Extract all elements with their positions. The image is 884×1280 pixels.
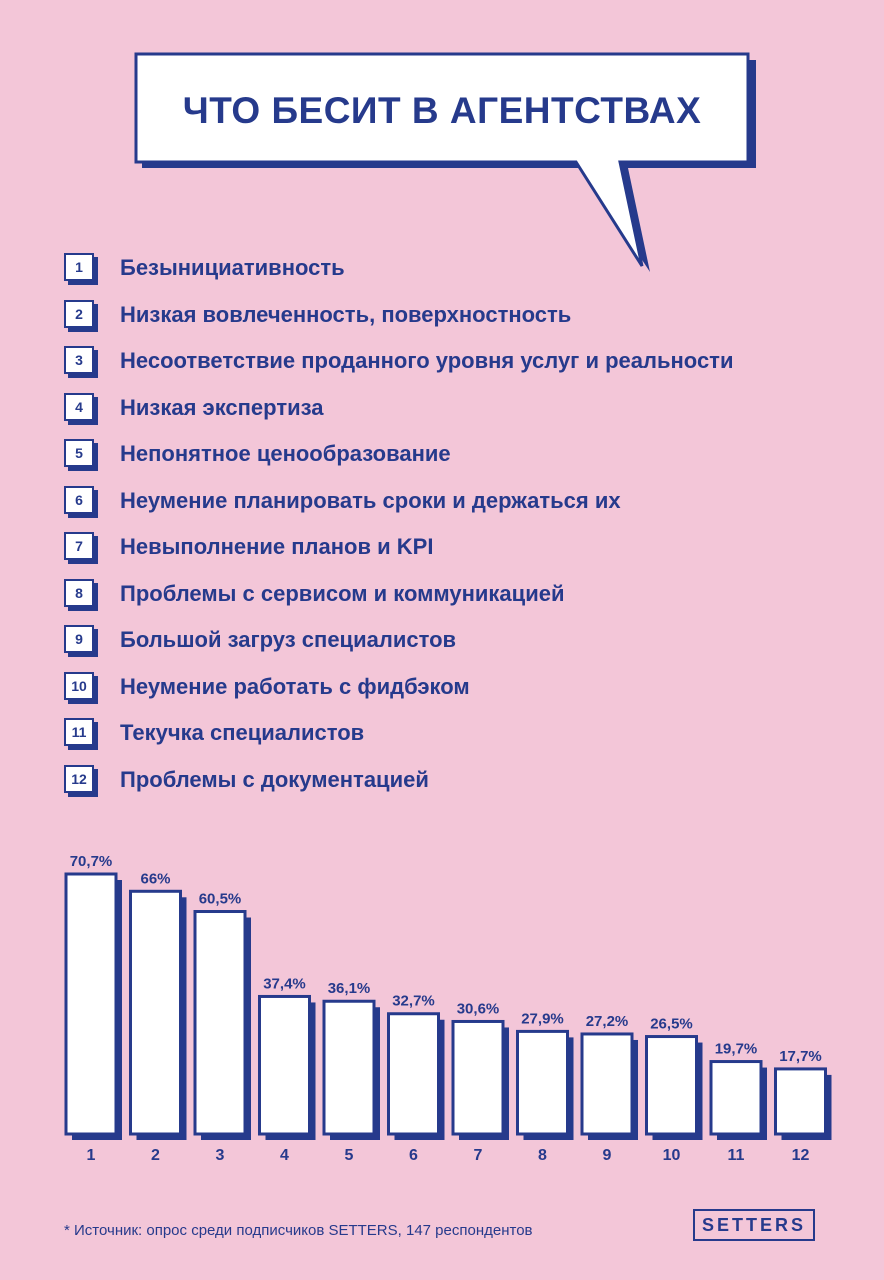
bar-group	[582, 1013, 638, 1164]
number-badge-text: 9	[64, 625, 94, 653]
number-badge	[64, 625, 96, 655]
list-item-label: Неумение работать с фидбэком	[120, 673, 470, 699]
number-badge-text: 10	[64, 672, 94, 700]
bar-value-label: 66%	[140, 870, 171, 888]
bar	[389, 1014, 439, 1134]
bar	[776, 1069, 826, 1134]
number-badge	[64, 346, 96, 376]
bar-group	[131, 870, 187, 1164]
bar-value-label: 27,9%	[521, 1010, 564, 1028]
number-badge-text: 4	[64, 393, 94, 421]
number-badge-text: 1	[64, 253, 94, 281]
problem-list	[64, 245, 733, 803]
bar	[711, 1062, 761, 1134]
x-tick-label: 3	[215, 1147, 225, 1164]
list-item	[64, 478, 733, 525]
bar-value-label: 70,7%	[69, 853, 113, 870]
list-item-label: Низкая экспертиза	[120, 394, 324, 420]
bar	[453, 1021, 503, 1134]
x-tick-label: 11	[727, 1147, 745, 1164]
bar-group	[711, 1041, 767, 1164]
list-item	[64, 431, 733, 478]
bar-value-label: 27,2%	[585, 1012, 629, 1030]
number-badge-text: 12	[64, 765, 94, 793]
number-badge	[64, 253, 96, 283]
x-tick-label: 2	[151, 1147, 160, 1164]
list-item	[64, 385, 733, 432]
list-item	[64, 245, 733, 292]
x-tick-label: 4	[280, 1147, 289, 1164]
number-badge	[64, 579, 96, 609]
x-tick-label: 6	[409, 1147, 418, 1164]
bar-value-label: 19,7%	[714, 1040, 758, 1058]
number-badge	[64, 532, 96, 562]
x-tick-label: 8	[538, 1147, 547, 1164]
list-item-label: Большой загруз специалистов	[120, 627, 457, 653]
x-tick-label: 5	[344, 1147, 354, 1164]
setters-logo: SETTERS	[693, 1209, 815, 1241]
bar	[647, 1037, 697, 1134]
list-item	[64, 571, 733, 618]
number-badge-text: 8	[64, 579, 94, 607]
bar-value-label: 32,7%	[392, 992, 435, 1010]
number-badge	[64, 718, 96, 748]
bar	[131, 891, 181, 1134]
bar-group	[260, 975, 316, 1164]
bar-value-label: 36,1%	[327, 980, 371, 998]
number-badge-text: 11	[64, 718, 94, 746]
bar-value-label: 30,6%	[456, 1000, 500, 1018]
list-item-label: Низкая вовлеченность, поверхностность	[120, 301, 572, 327]
x-tick-label: 7	[473, 1147, 483, 1164]
bar	[582, 1034, 632, 1134]
page-title: ЧТО БЕСИТ В АГЕНТСТВАХ	[182, 90, 702, 131]
number-badge	[64, 672, 96, 702]
x-tick-label: 12	[791, 1147, 810, 1164]
list-item-label: Проблемы с сервисом и коммуникацией	[120, 580, 565, 606]
bar-group	[195, 891, 251, 1164]
list-item	[64, 338, 733, 385]
list-item	[64, 710, 733, 757]
list-item-label: Безынициативность	[120, 255, 345, 281]
number-badge	[64, 486, 96, 516]
bar-group	[518, 1010, 574, 1164]
bar-value-label: 17,7%	[779, 1047, 822, 1065]
list-item-label: Несоответствие проданного уровня услуг и реальности	[120, 348, 734, 374]
number-badge	[64, 300, 96, 330]
bar-group	[453, 1000, 509, 1164]
bar	[66, 874, 116, 1134]
number-badge-text: 3	[64, 346, 94, 374]
list-item-label: Невыполнение планов и KPI	[120, 534, 434, 560]
bar-value-label: 60,5%	[198, 890, 242, 908]
number-badge	[64, 393, 96, 423]
x-tick-label: 1	[86, 1147, 96, 1164]
bar-value-label: 37,4%	[263, 975, 306, 993]
bar-group	[776, 1048, 832, 1164]
bar-value-label: 26,5%	[650, 1015, 693, 1033]
list-item-label: Неумение планировать сроки и держаться их	[120, 487, 621, 513]
source-footnote: * Источник: опрос среди подписчиков SETTERS, 147 респондентов	[64, 1222, 533, 1239]
x-tick-label: 10	[662, 1147, 681, 1164]
bar	[260, 996, 310, 1134]
bar	[195, 912, 245, 1134]
number-badge-text: 2	[64, 300, 94, 328]
list-item	[64, 524, 733, 571]
bar-group	[324, 980, 380, 1164]
bar-chart	[0, 830, 884, 1170]
list-item	[64, 617, 733, 664]
list-item-label: Проблемы с документацией	[120, 766, 429, 792]
x-tick-label: 9	[602, 1147, 612, 1164]
number-badge-text: 5	[64, 439, 94, 467]
number-badge-text: 6	[64, 486, 94, 514]
number-badge	[64, 765, 96, 795]
list-item-label: Непонятное ценообразование	[120, 441, 451, 467]
number-badge	[64, 439, 96, 469]
list-item	[64, 664, 733, 711]
list-item	[64, 292, 733, 339]
list-item	[64, 757, 733, 804]
bar-group	[66, 853, 122, 1164]
bar-group	[389, 993, 445, 1164]
bar	[324, 1001, 374, 1134]
bar	[518, 1031, 568, 1134]
list-item-label: Текучка специалистов	[120, 720, 365, 746]
number-badge-text: 7	[64, 532, 94, 560]
bar-group	[647, 1016, 703, 1164]
